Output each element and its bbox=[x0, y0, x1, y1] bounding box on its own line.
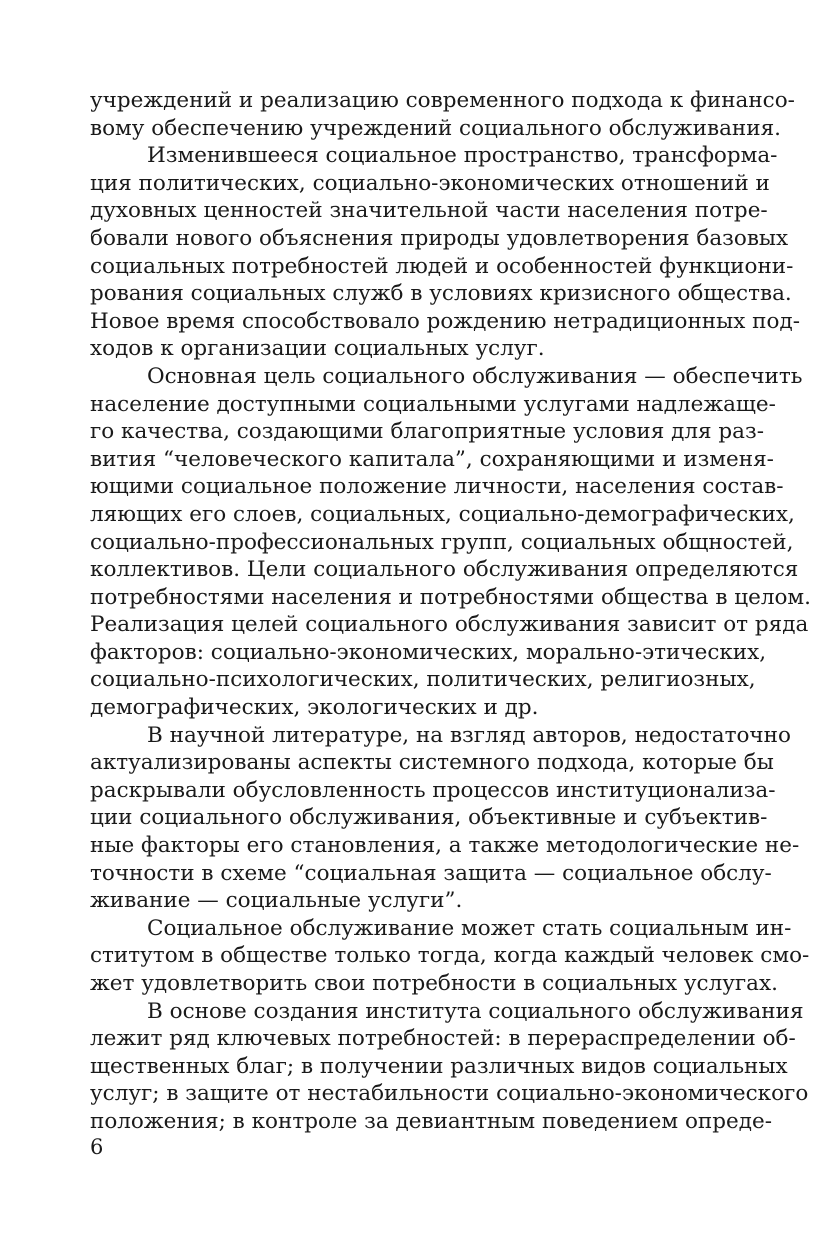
page-body-text bbox=[90, 87, 811, 1136]
paragraph-2-line-5: социальных потребностей людей и особенностей функциони- bbox=[90, 253, 794, 279]
paragraph-5-line-2: ститутом в обществе только тогда, когда каждый человек смо- bbox=[90, 943, 810, 969]
paragraph-2-line-4: бовали нового объяснения природы удовлетворения базовых bbox=[90, 225, 789, 251]
paragraph-6-line-1: В основе создания института социального обслуживания bbox=[147, 998, 804, 1024]
paragraph-4-line-6: точности в схеме “социальная защита — социальное обслу- bbox=[90, 860, 772, 886]
paragraph-3-line-5: ющими социальное положение личности, населения состав- bbox=[90, 474, 784, 500]
paragraph-3-line-7: социально-профессиональных групп, социальных общностей, bbox=[90, 529, 794, 555]
paragraph-3-line-2: население доступными социальными услугами надлежаще- bbox=[90, 391, 776, 417]
paragraph-5-line-3: жет удовлетворить свои потребности в социальных услугах. bbox=[90, 971, 778, 996]
paragraph-3-line-11: факторов: социально-экономических, морально-этических, bbox=[90, 639, 767, 665]
paragraph-3-line-12: социально-психологических, политических, религиозных, bbox=[90, 667, 756, 693]
paragraph-2-line-1: Изменившееся социальное пространство, трансформа- bbox=[147, 143, 778, 169]
paragraph-3-line-8: коллективов. Цели социального обслуживания определяются bbox=[90, 557, 799, 583]
paragraph-4-line-7: живание — социальные услуги”. bbox=[90, 888, 463, 914]
paragraph-3-line-9: потребностями населения и потребностями общества в целом. bbox=[90, 584, 811, 610]
paragraph-5-line-1: Социальное обслуживание может стать социальным ин- bbox=[147, 915, 792, 941]
paragraph-2-line-8: ходов к организации социальных услуг. bbox=[90, 336, 545, 362]
paragraph-6-line-4: услуг; в защите от нестабильности социально-экономического bbox=[90, 1081, 809, 1107]
paragraph-3-line-1: Основная цель социального обслуживания — обеспечить bbox=[147, 363, 803, 389]
paragraph-6-line-5: положения; в контроле за девиантным поведением опреде- bbox=[90, 1108, 772, 1134]
paragraph-4-line-4: ции социального обслуживания, объективные и субъектив- bbox=[90, 805, 768, 831]
paragraph-3-line-3: го качества, создающими благоприятные условия для раз- bbox=[90, 419, 764, 445]
paragraph-4-line-3: раскрывали обусловленность процессов институционализа- bbox=[90, 777, 776, 803]
paragraph-2-line-2: ция политических, социально-экономических отношений и bbox=[90, 170, 770, 196]
paragraph-2-line-3: духовных ценностей значительной части населения потре- bbox=[90, 198, 768, 224]
paragraph-6-line-2: лежит ряд ключевых потребностей: в перераспределении об- bbox=[90, 1026, 796, 1052]
paragraph-3-line-6: ляющих его слоев, социальных, социально-демографических, bbox=[90, 501, 795, 527]
paragraph-3-line-13: демографических, экологических и др. bbox=[90, 695, 539, 721]
paragraph-4-line-5: ные факторы его становления, а также методологические не- bbox=[90, 833, 800, 859]
paragraph-3-line-4: вития “человеческого капитала”, сохраняющими и изменя- bbox=[90, 446, 774, 472]
paragraph-4-line-2: актуализированы аспекты системного подхода, которые бы bbox=[90, 750, 774, 776]
paragraph-3-line-10: Реализация целей социального обслуживания зависит от ряда bbox=[90, 612, 809, 638]
paragraph-1-line-2: вому обеспечению учреждений социального обслуживания. bbox=[90, 115, 781, 141]
page-number: 6 bbox=[90, 1135, 104, 1159]
paragraph-6-line-3: щественных благ; в получении различных видов социальных bbox=[90, 1053, 788, 1079]
paragraph-2-line-7: Новое время способствовало рождению нетрадиционных под- bbox=[90, 308, 800, 334]
paragraph-1-line-1: учреждений и реализацию современного подхода к финансо- bbox=[90, 88, 795, 113]
paragraph-4-line-1: В научной литературе, на взгляд авторов, недостаточно bbox=[147, 722, 791, 748]
paragraph-2-line-6: рования социальных служб в условиях кризисного общества. bbox=[90, 281, 792, 307]
